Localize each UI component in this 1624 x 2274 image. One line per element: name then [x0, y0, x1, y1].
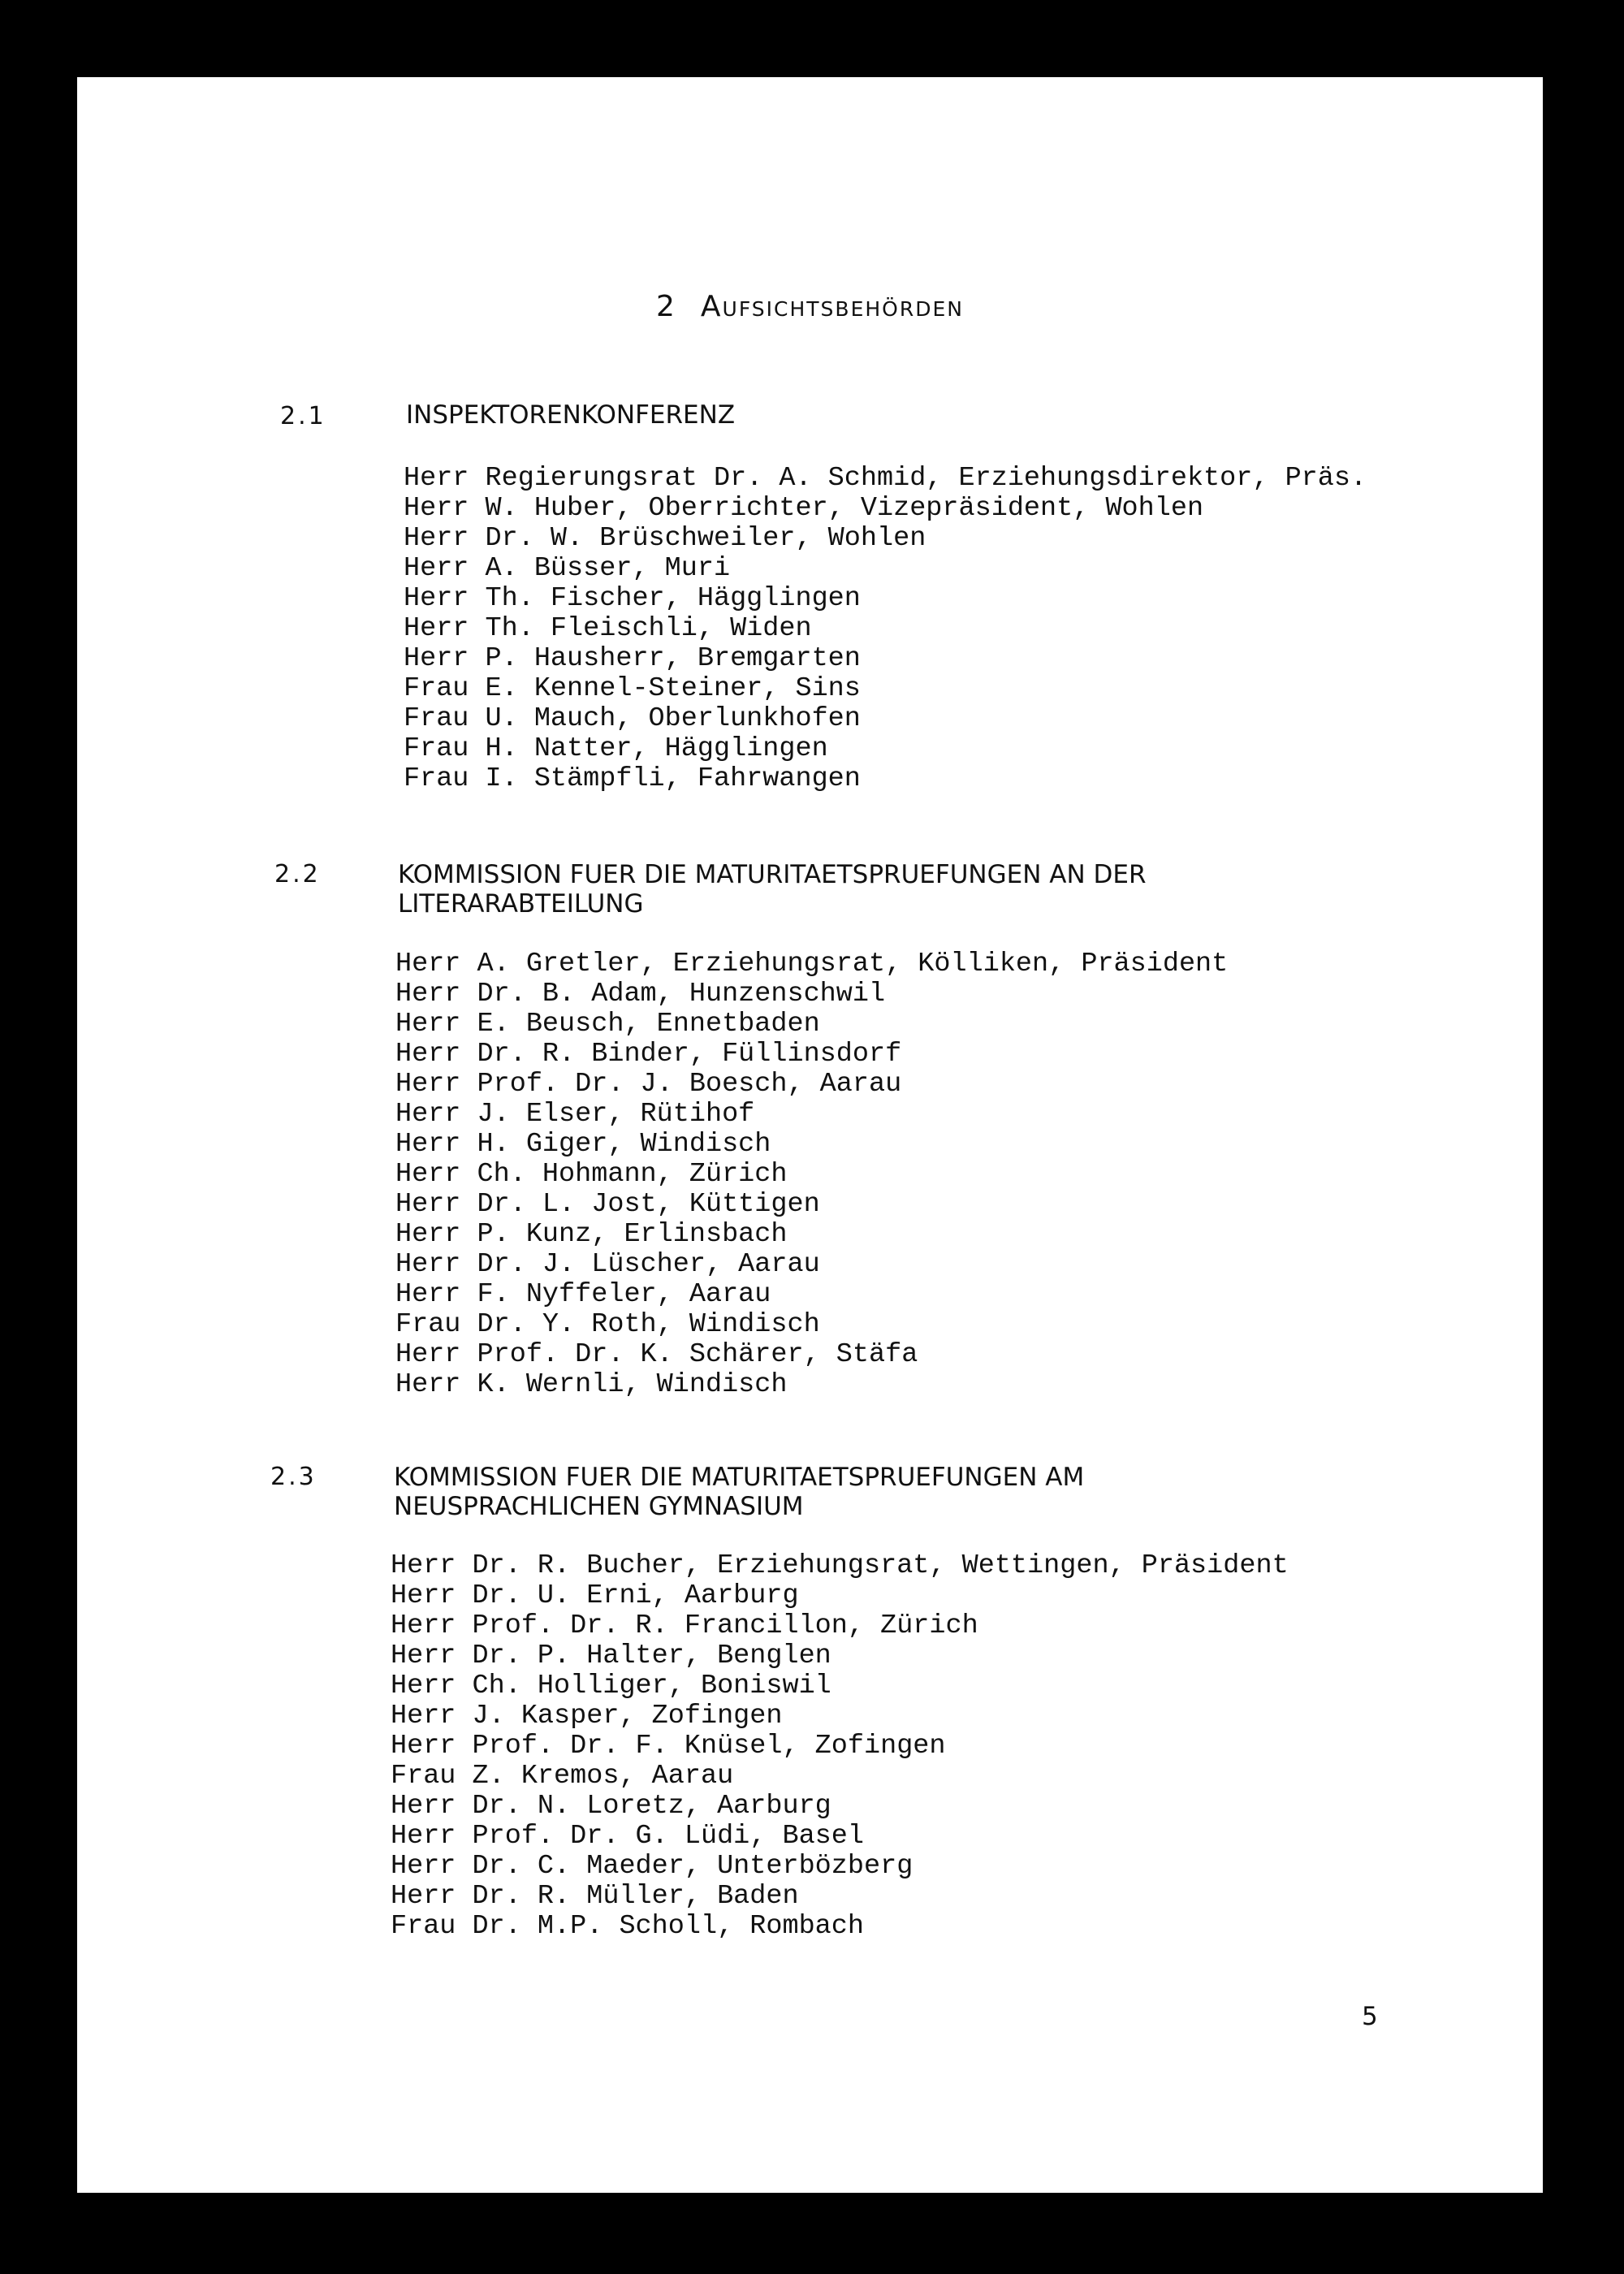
member-entry: Herr Prof. Dr. G. Lüdi, Basel: [391, 1821, 864, 1852]
chapter-number: 2: [656, 290, 676, 323]
member-entry: Herr P. Kunz, Erlinsbach: [395, 1219, 788, 1250]
member-entry: Herr Dr. B. Adam, Hunzenschwil: [395, 979, 886, 1009]
member-entry: Herr K. Wernli, Windisch: [395, 1369, 788, 1400]
member-entry: Herr Dr. W. Brüschweiler, Wohlen: [404, 523, 926, 554]
member-entry: Frau E. Kennel-Steiner, Sins: [404, 673, 861, 704]
member-entry: Herr Dr. U. Erni, Aarburg: [391, 1580, 799, 1611]
member-entry: Herr Dr. L. Jost, Küttigen: [395, 1189, 820, 1220]
member-entry: Herr Th. Fleischli, Widen: [404, 613, 812, 644]
member-entry: Herr Dr. R. Binder, Füllinsdorf: [395, 1039, 902, 1070]
section-number: 2.1: [280, 402, 326, 430]
chapter-heading: [77, 290, 1543, 323]
member-entry: Herr Prof. Dr. R. Francillon, Zürich: [391, 1610, 978, 1641]
member-entry: Herr H. Giger, Windisch: [395, 1129, 771, 1160]
member-entry: Herr W. Huber, Oberrichter, Vizepräsident, Wohlen: [404, 493, 1204, 524]
document-page: [77, 77, 1543, 2193]
member-entry: Frau U. Mauch, Oberlunkhofen: [404, 703, 861, 734]
member-entry: Herr Th. Fischer, Hägglingen: [404, 583, 861, 614]
member-entry: Frau Dr. Y. Roth, Windisch: [395, 1309, 820, 1340]
member-entry: Frau Dr. M.P. Scholl, Rombach: [391, 1911, 864, 1942]
member-entry: Frau Z. Kremos, Aarau: [391, 1761, 734, 1792]
member-entry: Herr Dr. J. Lüscher, Aarau: [395, 1249, 820, 1280]
member-entry: Herr P. Hausherr, Bremgarten: [404, 643, 861, 674]
member-entry: Herr Prof. Dr. J. Boesch, Aarau: [395, 1069, 902, 1100]
member-list: [404, 464, 1367, 794]
member-entry: Herr Prof. Dr. K. Schärer, Stäfa: [395, 1339, 918, 1370]
member-entry: Herr A. Gretler, Erziehungsrat, Kölliken, Präsident: [395, 949, 1229, 979]
member-entry: Herr E. Beusch, Ennetbaden: [395, 1009, 820, 1040]
section-title: KOMMISSION FUER DIE MATURITAETSPRUEFUNGEN AM NEUSPRACHLICHEN GYMNASIUM: [394, 1463, 1085, 1521]
section-title: INSPEKTORENKONFERENZ: [406, 400, 736, 430]
section-title: KOMMISSION FUER DIE MATURITAETSPRUEFUNGEN AN DER LITERARABTEILUNG: [398, 860, 1147, 919]
member-entry: Herr Dr. R. Bucher, Erziehungsrat, Wettingen, Präsident: [391, 1550, 1289, 1581]
member-entry: Herr Ch. Hohmann, Zürich: [395, 1159, 788, 1190]
page-number: 5: [1362, 2002, 1378, 2031]
member-entry: Herr Dr. R. Müller, Baden: [391, 1881, 799, 1912]
member-list: [395, 949, 1228, 1400]
member-entry: Herr Dr. P. Halter, Benglen: [391, 1641, 831, 1671]
member-entry: Frau I. Stämpfli, Fahrwangen: [404, 763, 861, 794]
section-number: 2.2: [274, 860, 321, 888]
member-entry: Herr Regierungsrat Dr. A. Schmid, Erziehungsdirektor, Präs.: [404, 463, 1367, 494]
member-entry: Herr Prof. Dr. F. Knüsel, Zofingen: [391, 1731, 946, 1762]
member-entry: Herr J. Elser, Rütihof: [395, 1099, 755, 1130]
member-entry: Herr J. Kasper, Zofingen: [391, 1701, 783, 1731]
member-entry: Herr Ch. Holliger, Boniswil: [391, 1671, 831, 1701]
member-entry: Herr Dr. C. Maeder, Unterbözberg: [391, 1851, 914, 1882]
member-entry: Frau H. Natter, Hägglingen: [404, 733, 828, 764]
member-entry: Herr A. Büsser, Muri: [404, 553, 731, 584]
member-entry: Herr F. Nyffeler, Aarau: [395, 1279, 771, 1310]
member-list: [391, 1551, 1289, 1942]
chapter-title: Aufsichtsbehörden: [700, 290, 964, 323]
member-entry: Herr Dr. N. Loretz, Aarburg: [391, 1791, 831, 1822]
section-number: 2.3: [270, 1463, 317, 1491]
